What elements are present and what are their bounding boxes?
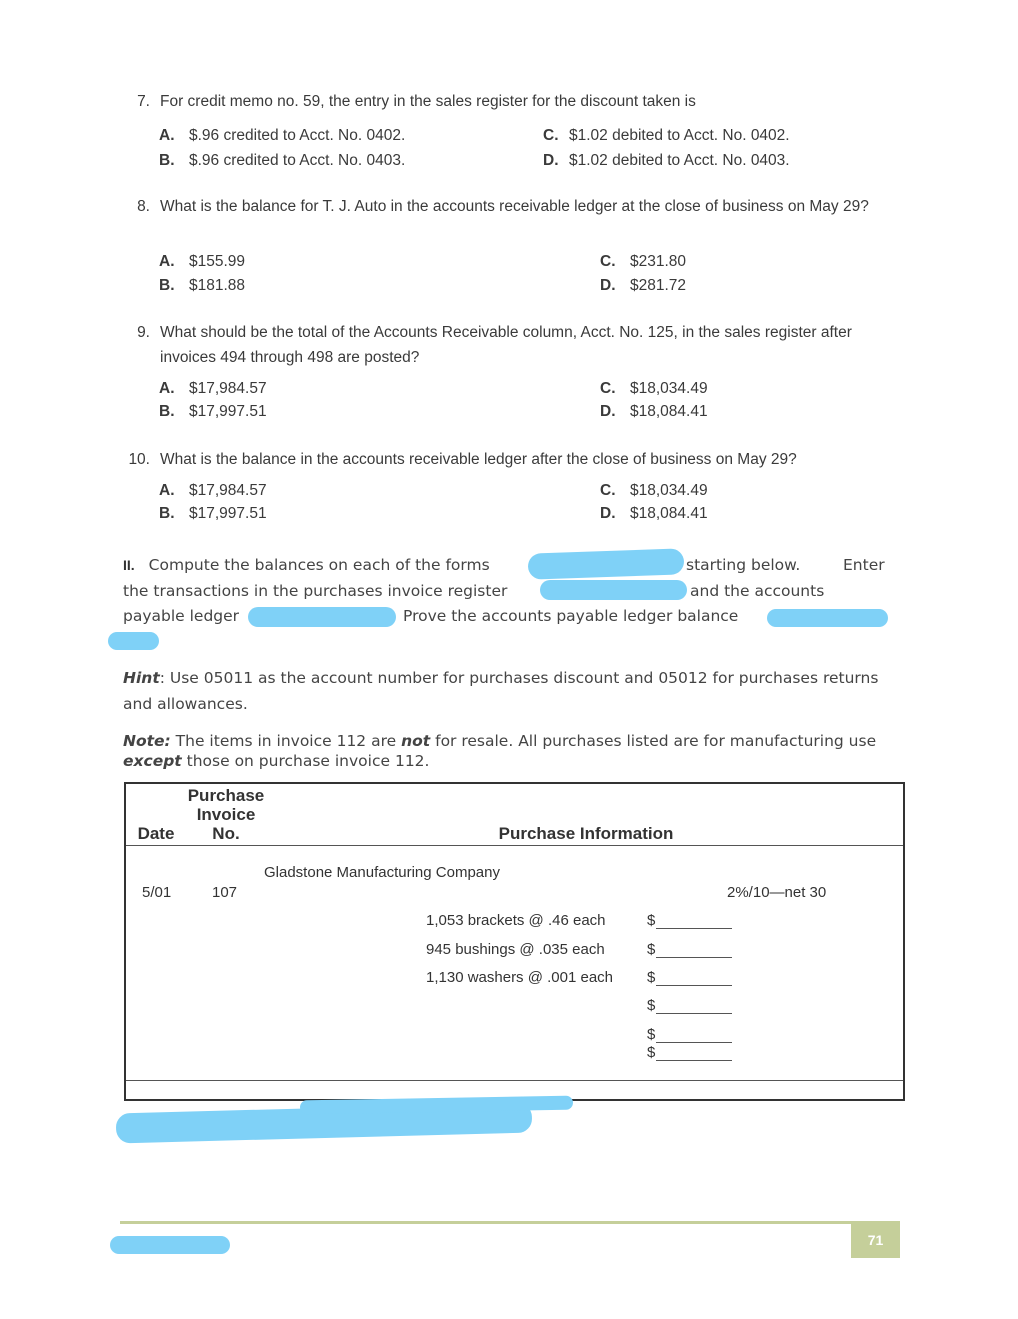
option-text: $281.72 xyxy=(630,277,687,294)
option-letter: A. xyxy=(159,380,175,397)
option-9a xyxy=(159,380,267,398)
note-text: those on purchase invoice 112. xyxy=(181,752,430,770)
blank-line xyxy=(656,971,732,986)
dollar-sign: $ xyxy=(647,969,656,986)
section-text-enter: Enter xyxy=(843,556,885,574)
invoice-number: 107 xyxy=(212,884,238,901)
option-letter: C. xyxy=(543,127,559,144)
option-text: $.96 credited to Acct. No. 0402. xyxy=(189,127,406,144)
option-letter: D. xyxy=(600,277,616,294)
line-item: 1,130 washers @ .001 each xyxy=(426,969,614,986)
option-7c xyxy=(543,127,790,145)
option-letter: B. xyxy=(159,403,175,420)
redaction-mark xyxy=(767,609,888,627)
option-text: $155.99 xyxy=(189,253,246,270)
dollar-sign: $ xyxy=(647,1044,656,1061)
option-7a xyxy=(159,127,405,145)
page-number-box xyxy=(851,1221,900,1258)
question-text: What is the balance in the accounts receivable ledger after the close of business on May 29? xyxy=(160,451,797,468)
note-emphasis-not: not xyxy=(401,732,431,750)
option-10d xyxy=(600,505,708,523)
blank-line xyxy=(656,999,732,1014)
question-9 xyxy=(124,320,924,370)
hint-label: Hint xyxy=(123,669,160,687)
option-letter: A. xyxy=(159,482,175,499)
section-label: II. xyxy=(123,557,135,573)
option-text: $17,997.51 xyxy=(189,403,267,420)
dollar-sign: $ xyxy=(647,941,656,958)
section-2-line-3b: Prove the accounts payable ledger balance xyxy=(403,607,739,625)
amount-blank[interactable] xyxy=(647,941,732,958)
option-9c xyxy=(600,380,708,398)
section-2-line-2a: the transactions in the purchases invoice register xyxy=(123,582,508,600)
option-letter: D. xyxy=(600,505,616,522)
option-8b xyxy=(159,277,245,295)
header-invoice-3: No. xyxy=(212,824,240,843)
line-item: 945 bushings @ .035 each xyxy=(426,941,605,958)
note-emphasis-except: except xyxy=(123,752,182,770)
blank-line xyxy=(656,914,732,929)
redaction-mark xyxy=(108,632,159,650)
option-9b xyxy=(159,403,267,421)
header-invoice-1: Purchase xyxy=(187,786,265,805)
option-8a xyxy=(159,253,245,271)
hint-text: : Use 05011 as the account number for purchases discount and 05012 for purchases returns and allowances. xyxy=(123,669,879,713)
footer-divider xyxy=(126,1080,903,1081)
option-letter: B. xyxy=(159,152,175,169)
section-2-line-3a: payable ledger xyxy=(123,607,240,625)
option-8d xyxy=(600,277,686,295)
vendor-name: Gladstone Manufacturing Company xyxy=(264,864,500,881)
option-8c xyxy=(600,253,686,271)
option-9d xyxy=(600,403,708,421)
hint-paragraph xyxy=(123,665,893,717)
option-10c xyxy=(600,482,708,500)
question-number: 10. xyxy=(128,451,150,468)
redaction-mark xyxy=(110,1236,230,1254)
question-7 xyxy=(124,89,924,114)
option-text: $.96 credited to Acct. No. 0403. xyxy=(189,152,406,169)
option-text: $18,034.49 xyxy=(630,482,708,499)
section-2-line-1 xyxy=(123,552,490,578)
note-paragraph xyxy=(123,731,903,771)
dollar-sign: $ xyxy=(647,1026,656,1043)
option-letter: A. xyxy=(159,253,175,270)
blank-line xyxy=(656,1046,732,1061)
option-text: $17,984.57 xyxy=(189,380,267,397)
option-text: $1.02 debited to Acct. No. 0402. xyxy=(569,127,790,144)
option-letter: C. xyxy=(600,482,616,499)
option-letter: A. xyxy=(159,127,175,144)
question-number: 8. xyxy=(137,198,150,215)
note-label: Note: xyxy=(123,732,171,750)
question-number: 9. xyxy=(137,324,150,341)
option-7b xyxy=(159,152,405,170)
option-letter: B. xyxy=(159,505,175,522)
option-letter: C. xyxy=(600,253,616,270)
amount-blank[interactable] xyxy=(647,1026,732,1043)
payment-terms: 2%/10—net 30 xyxy=(727,884,827,901)
option-text: $17,997.51 xyxy=(189,505,267,522)
header-invoice-2: Invoice xyxy=(196,805,256,824)
header-purchase-info: Purchase Information xyxy=(498,824,674,843)
question-text: For credit memo no. 59, the entry in the sales register for the discount taken is xyxy=(160,93,696,110)
dollar-sign: $ xyxy=(647,997,656,1014)
question-10 xyxy=(124,447,924,472)
option-10a xyxy=(159,482,267,500)
option-text: $18,034.49 xyxy=(630,380,708,397)
option-letter: B. xyxy=(159,277,175,294)
question-text: What should be the total of the Accounts Receivable column, Acct. No. 125, in the sales register after invoices 494 through 498 are posted? xyxy=(160,324,852,366)
note-text: for resale. All purchases listed are for manufacturing use xyxy=(430,732,877,750)
question-8 xyxy=(124,194,924,244)
header-date: Date xyxy=(137,824,175,843)
section-2-line-2b: and the accounts xyxy=(690,582,825,600)
amount-blank[interactable] xyxy=(647,912,732,929)
note-text: The items in invoice 112 are xyxy=(170,732,402,750)
section-text: Compute the balances on each of the forms xyxy=(148,556,490,574)
dollar-sign: $ xyxy=(647,912,656,929)
option-letter: C. xyxy=(600,380,616,397)
option-7d xyxy=(543,152,790,170)
amount-blank[interactable] xyxy=(647,997,732,1014)
redaction-mark xyxy=(248,607,396,627)
line-item: 1,053 brackets @ .46 each xyxy=(426,912,606,929)
option-letter: D. xyxy=(543,152,559,169)
option-text: $231.80 xyxy=(630,253,687,270)
amount-blank[interactable] xyxy=(647,969,732,986)
footer-rule xyxy=(120,1221,851,1224)
question-text: What is the balance for T. J. Auto in the accounts receivable ledger at the close of business on May 29? xyxy=(160,198,869,215)
blank-line xyxy=(656,943,732,958)
amount-blank[interactable] xyxy=(647,1044,732,1061)
page-number: 71 xyxy=(867,1231,884,1248)
entry-date: 5/01 xyxy=(142,884,172,901)
option-letter: D. xyxy=(600,403,616,420)
option-10b xyxy=(159,505,267,523)
header-divider xyxy=(126,845,903,846)
redaction-mark xyxy=(540,580,687,600)
option-text: $18,084.41 xyxy=(630,403,708,420)
redaction-mark xyxy=(528,548,685,579)
option-text: $17,984.57 xyxy=(189,482,267,499)
option-text: $181.88 xyxy=(189,277,246,294)
option-text: $1.02 debited to Acct. No. 0403. xyxy=(569,152,790,169)
question-number: 7. xyxy=(137,93,150,110)
option-text: $18,084.41 xyxy=(630,505,708,522)
blank-line xyxy=(656,1028,732,1043)
section-text-starting: starting below. xyxy=(686,556,801,574)
